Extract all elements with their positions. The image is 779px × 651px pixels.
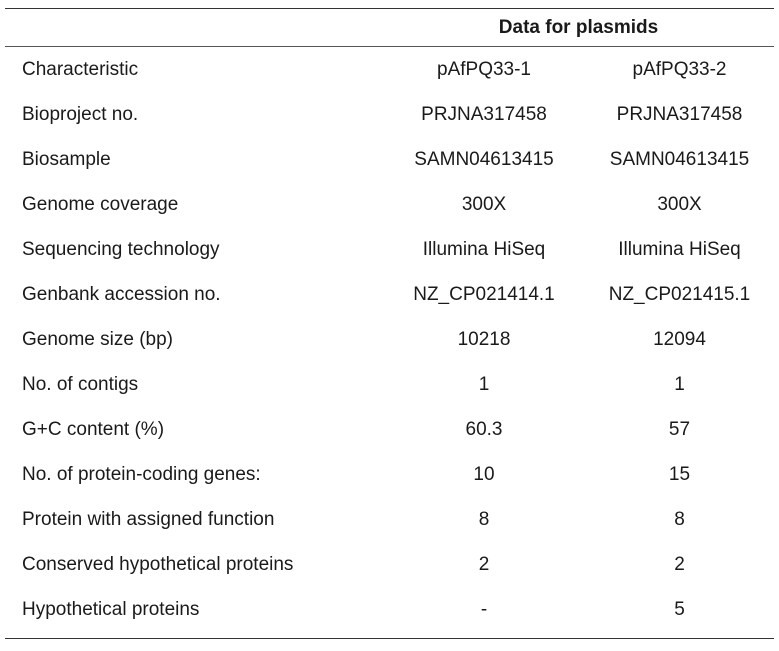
cell-plasmid-2: 57 — [668, 418, 691, 440]
cell-plasmid-2: 2 — [674, 553, 685, 575]
cell-plasmid-2: Illumina HiSeq — [618, 238, 741, 260]
table-row — [5, 227, 774, 272]
table-row — [5, 587, 774, 632]
cell-plasmid-1: 8 — [478, 508, 490, 530]
row-label: No. of contigs — [22, 373, 139, 395]
row-label: Biosample — [22, 148, 111, 170]
row-label: Bioproject no. — [22, 103, 139, 125]
cell-plasmid-1: 60.3 — [465, 418, 503, 440]
cell-plasmid-1: 300X — [461, 193, 507, 215]
row-label: Characteristic — [22, 58, 139, 80]
table-row — [5, 362, 774, 407]
row-label: Genome coverage — [22, 193, 179, 215]
table-header-row — [5, 9, 774, 46]
table-row — [5, 497, 774, 542]
cell-plasmid-1: 10218 — [457, 328, 511, 350]
table-row — [5, 542, 774, 587]
cell-plasmid-1: SAMN04613415 — [414, 148, 554, 170]
cell-plasmid-1: 10 — [473, 463, 495, 485]
cell-plasmid-2: pAfPQ33-2 — [632, 58, 727, 80]
cell-plasmid-2: NZ_CP021415.1 — [608, 283, 751, 305]
table-row — [5, 407, 774, 452]
row-label: Sequencing technology — [22, 238, 220, 260]
table-body — [5, 47, 774, 638]
row-label: Genbank accession no. — [22, 283, 221, 305]
row-label: G+C content (%) — [22, 418, 165, 440]
row-label: Hypothetical proteins — [22, 598, 200, 620]
cell-plasmid-2: 8 — [674, 508, 685, 530]
bottom-rule — [5, 638, 774, 639]
row-label: Genome size (bp) — [22, 328, 174, 350]
cell-plasmid-1: - — [480, 598, 488, 620]
cell-plasmid-1: 2 — [478, 553, 490, 575]
table-row — [5, 92, 774, 137]
cell-plasmid-2: 5 — [674, 598, 685, 620]
cell-plasmid-1: PRJNA317458 — [421, 103, 547, 125]
table-row — [5, 182, 774, 227]
cell-plasmid-1: pAfPQ33-1 — [437, 58, 531, 80]
table-row — [5, 317, 774, 362]
cell-plasmid-2: 1 — [674, 373, 685, 395]
table-row — [5, 47, 774, 92]
row-label: No. of protein-coding genes: — [22, 463, 261, 485]
cell-plasmid-1: 1 — [478, 373, 490, 395]
cell-plasmid-2: SAMN04613415 — [609, 148, 750, 170]
table-row — [5, 452, 774, 497]
table-row — [5, 272, 774, 317]
group-header: Data for plasmids — [498, 16, 659, 38]
cell-plasmid-2: 300X — [657, 193, 702, 215]
row-label: Protein with assigned function — [22, 508, 275, 530]
cell-plasmid-2: 15 — [668, 463, 691, 485]
row-label: Conserved hypothetical proteins — [22, 553, 294, 575]
cell-plasmid-2: PRJNA317458 — [616, 103, 743, 125]
cell-plasmid-1: Illumina HiSeq — [422, 238, 546, 260]
cell-plasmid-2: 12094 — [653, 328, 706, 350]
plasmid-data-table — [5, 8, 774, 639]
cell-plasmid-1: NZ_CP021414.1 — [413, 283, 555, 305]
table-row — [5, 137, 774, 182]
